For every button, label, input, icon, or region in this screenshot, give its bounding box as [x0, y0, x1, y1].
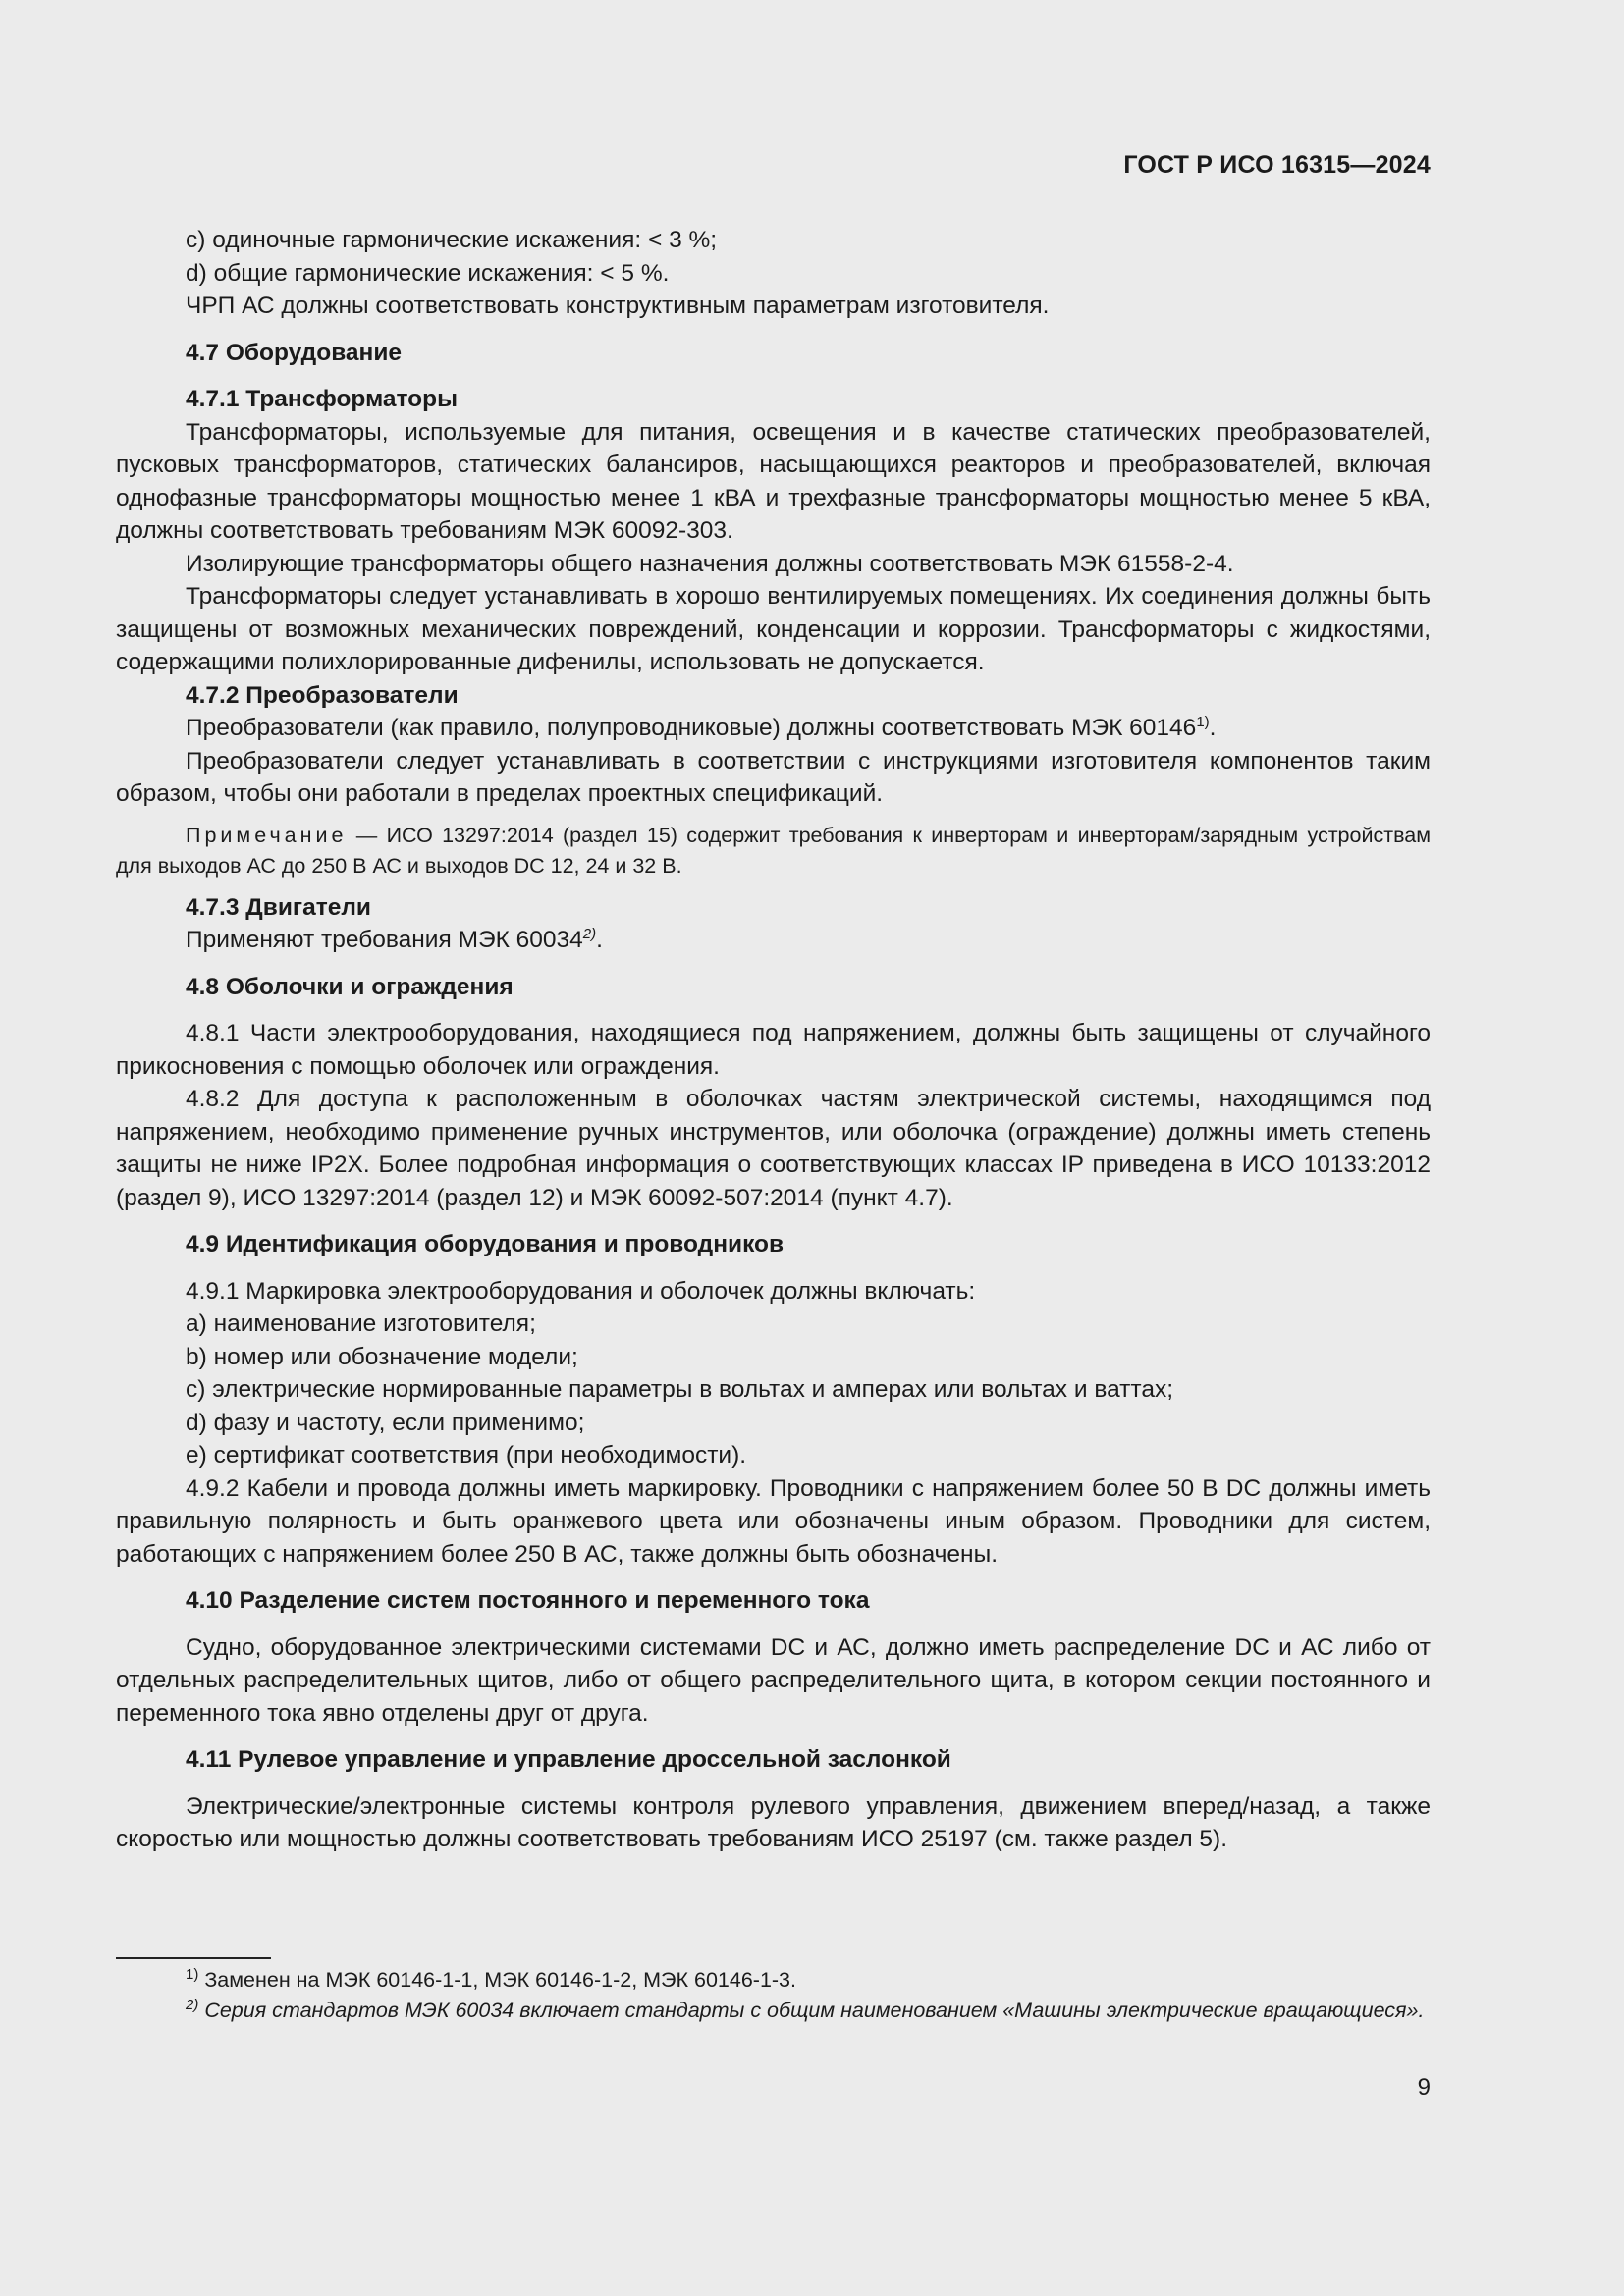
document-page [116, 0, 1431, 2296]
subsection-heading-4-7-1: 4.7.1 Трансформаторы [186, 386, 459, 412]
section-heading-4-10: 4.10 Разделение систем постоянного и переменного тока [186, 1587, 870, 1614]
subsection-heading-4-7-3: 4.7.3 Двигатели [186, 893, 371, 921]
section-heading-4-7: 4.7 Оборудование [186, 339, 403, 366]
paragraph: Трансформаторы, используемые для питания, освещения и в качестве статических преобразователей, пусковых трансформаторов, статических балансиров, насыщающихся реакторов и преобразователей, включая однофазные трансформаторы мощностью менее 1 кВА и трехфазные трансформаторы мощностью менее 5 кВА, должны соответствовать требованиям МЭК 60092-303. [116, 418, 1431, 544]
footnote-text: Серия стандартов МЭК 60034 включает стандарты с общим наименованием «Машины электрические вращающиеся». [198, 1999, 1425, 2022]
footnote-2 [116, 1996, 1431, 2026]
list-item: d) фазу и частоту, если применимо; [186, 1409, 585, 1436]
footnote-ref-2: 2) [582, 925, 597, 942]
paragraph: 4.8.1 Части электрооборудования, находящиеся под напряжением, должны быть защищены от случайного прикосновения с помощью оболочек или ограждения. [116, 1020, 1431, 1080]
note-text: — ИСО 13297:2014 (раздел 15) содержит требования к инверторам и инверторам/зарядным устройствам для выходов АС до 250 В АС и выходов DC 12, 24 и 32 В. [116, 823, 1431, 878]
footnote-ref-1: 1) [1196, 713, 1210, 730]
section-heading-4-11: 4.11 Рулевое управление и управление дроссельной заслонкой [186, 1746, 951, 1773]
paragraph [116, 924, 1431, 957]
footnotes [116, 1965, 1431, 2026]
document-header: ГОСТ Р ИСО 16315—2024 [1123, 151, 1431, 179]
footnote-mark: 1) [186, 1965, 199, 1983]
note [116, 821, 1431, 881]
footnote-mark: 2) [186, 1996, 199, 2013]
paragraph: 4.9.2 Кабели и провода должны иметь маркировку. Проводники с напряжением более 50 В DC должны иметь правильную полярность и быть оранжевого цвета или обозначены иным образом. Проводники для систем, работающих с напряжением более 250 В АС, также должны быть обозначены. [116, 1474, 1431, 1568]
page-number: 9 [1417, 2074, 1431, 2101]
list-item: b) номер или обозначение модели; [186, 1343, 578, 1370]
paragraph: 4.9.1 Маркировка электрооборудования и оболочек должны включать: [186, 1277, 976, 1305]
paragraph: 4.8.2 Для доступа к расположенным в оболочках частям электрической системы, находящимся под напряжением, необходимо применение ручных инструментов, или оболочка (ограждение) должны иметь степень защиты не ниже IP2X. Более подробная информация о соответствующих классах IP приведена в ИСО 10133:2012 (раздел 9), ИСО 13297:2014 (раздел 12) и МЭК 60092-507:2014 (пункт 4.7). [116, 1086, 1431, 1211]
paragraph: Судно, оборудованное электрическими системами DC и АС, должно иметь распределение DC и АС либо от отдельных распределительных щитов, либо от общего распределительного щита, в котором секции постоянного и переменного тока явно отделены друг от друга. [116, 1633, 1431, 1727]
paragraph-text: Применяют требования МЭК 60034 [186, 927, 583, 953]
footnote-1 [116, 1965, 1431, 1996]
paragraph: ЧРП АС должны соответствовать конструктивным параметрам изготовителя. [186, 293, 1050, 319]
paragraph: Преобразователи следует устанавливать в соответствии с инструкциями изготовителя компонентов таким образом, чтобы они работали в пределах проектных спецификаций. [116, 747, 1431, 807]
paragraph: Трансформаторы следует устанавливать в хорошо вентилируемых помещениях. Их соединения должны быть защищены от возможных механических повреждений, конденсации и коррозии. Трансформаторы с жидкостями, содержащими полихлорированные дифенилы, использовать не допускается. [116, 583, 1431, 675]
footnote-text: Заменен на МЭК 60146-1-1, МЭК 60146-1-2, МЭК 60146-1-3. [198, 1968, 796, 1992]
paragraph-text: Преобразователи (как правило, полупроводниковые) должны соответствовать МЭК 60146 [186, 715, 1197, 741]
paragraph-end: . [596, 927, 603, 953]
paragraph: Электрические/электронные системы контроля рулевого управления, движением вперед/назад, а также скоростью или мощностью должны соответствовать требованиям ИСО 25197 (см. также раздел 5). [116, 1792, 1431, 1852]
note-label: Примечание [186, 823, 348, 847]
footnote-separator [116, 1957, 271, 1959]
page-content [116, 224, 1431, 1856]
list-item: d) общие гармонические искажения: < 5 %. [186, 259, 670, 287]
list-item: c) электрические нормированные параметры в вольтах и амперах или вольтах и ваттах; [186, 1376, 1174, 1403]
list-item: c) одиночные гармонические искажения: < 3 %; [186, 227, 718, 253]
subsection-heading-4-7-2: 4.7.2 Преобразователи [186, 681, 459, 709]
paragraph [116, 712, 1431, 745]
section-heading-4-8: 4.8 Оболочки и ограждения [186, 973, 514, 1000]
paragraph: Изолирующие трансформаторы общего назначения должны соответствовать МЭК 61558-2-4. [186, 550, 1234, 577]
paragraph-end: . [1209, 715, 1217, 741]
list-item: a) наименование изготовителя; [186, 1310, 536, 1337]
section-heading-4-9: 4.9 Идентификация оборудования и проводников [186, 1231, 785, 1257]
list-item: e) сертификат соответствия (при необходимости). [186, 1442, 747, 1468]
